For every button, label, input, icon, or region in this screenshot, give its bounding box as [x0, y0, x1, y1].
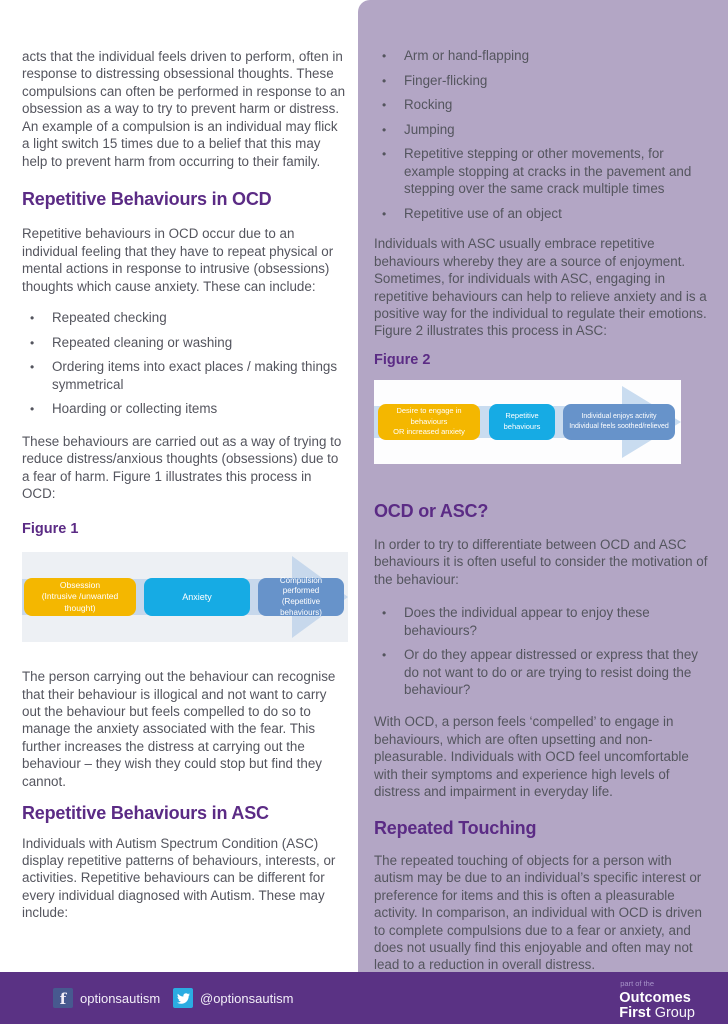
facebook-icon: f — [53, 988, 73, 1008]
figure-box-text: (Repetitive behaviours) — [280, 597, 322, 617]
figure-box-text: Individual enjoys activity — [581, 413, 657, 421]
intro-paragraph: acts that the individual feels driven to perform, often in response to distressing obsessional thoughts. These compulsions can often be performed in response to an obsession as a way to try to prevent harm or distress. An example of a compulsion is an individual may flick a light switch 15 times due to a belief that this may help to prevent harm from occurring to their family. — [22, 49, 346, 169]
twitter-handle: @optionsautism — [200, 990, 294, 1006]
figure-box-text: Compulsion performed — [279, 575, 323, 596]
ocd-or-asc-paragraph: In order to try to differentiate between OCD and ASC behaviours it is often useful to consider the motivation of the behaviour: — [374, 537, 708, 587]
bullet-icon — [382, 121, 394, 139]
ocd-closing-paragraph: These behaviours are carried out as a way of trying to reduce distress/anxious thoughts (obsessions) due to a fear of harm. Figure 1 illustrates this process in OCD: — [22, 433, 342, 501]
figure-box-text: Anxiety — [182, 592, 212, 603]
figure-box-text: OR increased anxiety — [393, 426, 465, 436]
outcomes-first-group-logo — [619, 980, 695, 1021]
page-footer — [0, 972, 728, 1024]
bullet-icon — [30, 309, 42, 327]
facebook-link[interactable] — [53, 988, 160, 1008]
list-item — [374, 205, 708, 223]
bullet-text: Arm or hand-flapping — [404, 48, 530, 63]
figure-box-text: (Intrusive /unwanted thought) — [41, 591, 119, 613]
brand-word-first: First — [619, 1005, 651, 1021]
list-item — [22, 358, 346, 393]
figure2-box-repetitive — [489, 404, 555, 440]
figure1-box-compulsion — [258, 575, 344, 617]
bullet-icon — [30, 334, 42, 352]
brand-word-outcomes: Outcomes — [619, 989, 691, 1006]
list-item — [374, 604, 708, 639]
heading-repeated-touching: Repeated Touching — [374, 818, 537, 839]
brand-line-first-group — [619, 1006, 695, 1021]
list-item — [22, 334, 346, 352]
figure-box-text: Obsession — [59, 579, 101, 590]
bullet-text: Repeated cleaning or washing — [52, 334, 233, 350]
bullet-icon — [382, 646, 394, 698]
right-column — [374, 47, 708, 988]
figure-box-text: Desire to engage in behaviours — [396, 406, 462, 426]
bullet-text: Hoarding or collecting items — [52, 401, 218, 417]
figure-box-text: behaviours — [503, 421, 541, 431]
bullet-icon — [30, 400, 42, 418]
bullet-text: Repetitive use of an object — [404, 205, 562, 221]
figure2-box-desire — [378, 404, 480, 440]
figure-box-text: Repetitive — [505, 411, 539, 421]
part-of-the-label: part of the — [620, 979, 655, 988]
post-figure-paragraph: The person carrying out the behaviour can recognise that their behaviour is illogical and not want to carry out the behaviour but feels compelled to do so to manage the anxiety associated with the fear. This further increases the distress at carrying out the behaviour – they wish they could stop but find they cannot. — [22, 669, 336, 789]
bullet-icon — [382, 604, 394, 639]
figure2-diagram — [374, 380, 681, 464]
bullet-text: Ordering items into exact places / making things symmetrical — [52, 359, 338, 392]
list-item — [22, 400, 346, 418]
list-item — [374, 121, 708, 139]
list-item — [374, 96, 708, 114]
left-column — [22, 48, 346, 936]
bullet-icon — [382, 205, 394, 223]
list-item — [374, 646, 708, 698]
figure1-diagram — [22, 552, 348, 642]
list-item — [374, 72, 708, 90]
bullet-icon — [382, 145, 394, 197]
figure1-box-anxiety — [144, 578, 250, 616]
bullet-icon — [382, 96, 394, 114]
heading-repetitive-behaviours-asc: Repetitive Behaviours in ASC — [22, 803, 269, 824]
brand-word-group: Group — [654, 1005, 695, 1021]
figure1-label: Figure 1 — [22, 521, 79, 538]
list-item — [374, 47, 708, 65]
bullet-text: Repetitive stepping or other movements, for example stopping at cracks in the pavement and stepping over the same crack multiple times — [404, 146, 692, 197]
bullet-icon — [30, 358, 42, 393]
bullet-icon — [382, 72, 394, 90]
bullet-icon — [382, 47, 394, 65]
ocd-or-asc-bullet-list — [374, 604, 708, 698]
bullet-text: Or do they appear distressed or express that they do not want to do or are trying to resist doing the behaviour? — [404, 647, 699, 697]
asc-bullet-list — [374, 47, 708, 222]
list-item — [374, 145, 708, 197]
figure-box-text: Individual feels soothed/relieved — [569, 422, 669, 430]
figure1-box-obsession — [24, 578, 136, 616]
bullet-text: Rocking — [404, 97, 453, 113]
bullet-text: Does the individual appear to enjoy these behaviours? — [404, 605, 650, 638]
twitter-icon — [173, 988, 193, 1008]
figure2-box-enjoys — [563, 404, 675, 440]
list-item — [22, 309, 346, 327]
heading-ocd-or-asc: OCD or ASC? — [374, 500, 489, 521]
heading-repetitive-behaviours-ocd: Repetitive Behaviours in OCD — [22, 188, 272, 209]
asc-enjoyment-paragraph: Individuals with ASC usually embrace repetitive behaviours whereby they are a source of enjoyment. Sometimes, for individuals with ASC, engaging in repetitive behaviours can help to relieve anxiety and is a positive way for the individual to regulate their emotions. Figure 2 illustrates this process in ASC: — [374, 236, 707, 339]
facebook-handle: optionsautism — [80, 990, 161, 1006]
figure2-label: Figure 2 — [374, 351, 431, 368]
ocd-paragraph: Repetitive behaviours in OCD occur due to an individual feeling that they have to repeat physical or mental actions in response to intrusive (obsessions) thoughts which cause anxiety. These can include: — [22, 226, 334, 294]
bullet-text: Jumping — [404, 121, 455, 137]
ocd-bullet-list — [22, 309, 346, 418]
asc-intro-paragraph: Individuals with Autism Spectrum Condition (ASC) display repetitive patterns of behaviours, interests, or activities. Repetitive behaviours can be different for every individual diagnosed with Autism. These may include: — [22, 835, 336, 921]
ocd-compelled-paragraph: With OCD, a person feels ‘compelled’ to engage in behaviours, which are often upsetting and non-pleasurable. Individuals with OCD feel uncomfortable with their symptoms and experience high levels of distress and impairment in everyday life. — [374, 714, 689, 800]
repeated-touching-paragraph: The repeated touching of objects for a person with autism may be due to an individual’s specific interest or preference for items and this is often a pleasurable activity. In comparison, an individual with OCD is driven to complete compulsions due to a fear or anxiety, and does not usually find this enjoyable and often may not lead to a reduction in overall distress. — [374, 852, 702, 973]
twitter-link[interactable] — [173, 988, 293, 1008]
bullet-text: Finger-flicking — [404, 72, 488, 88]
bullet-text: Repeated checking — [52, 310, 167, 326]
